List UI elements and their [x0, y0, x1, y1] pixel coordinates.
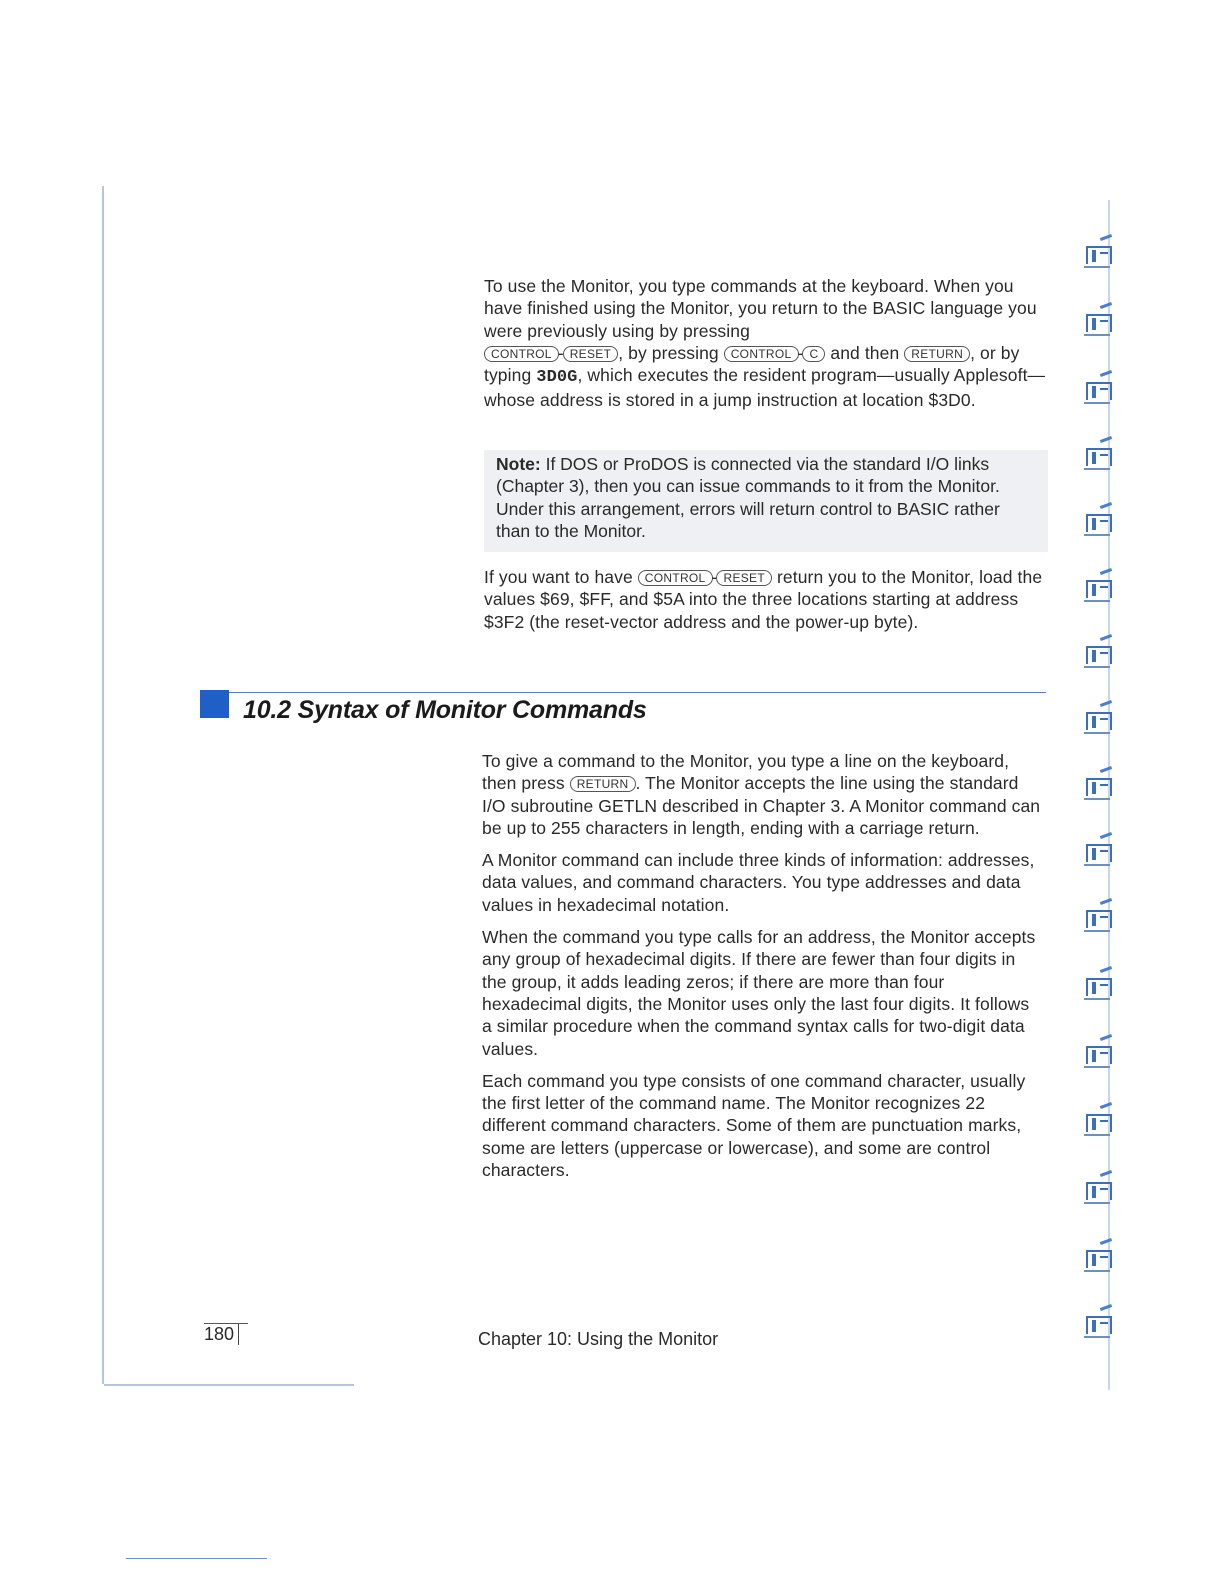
- section-rule: [229, 692, 1046, 693]
- tab-mark-icon: [1082, 432, 1112, 474]
- section-heading: 10.2 Syntax of Monitor Commands: [243, 696, 647, 724]
- tab-mark-icon: [1082, 298, 1112, 340]
- tab-mark-icon: [1082, 366, 1112, 408]
- c-key: C: [802, 346, 825, 362]
- code-3d0g: 3D0G: [536, 368, 578, 388]
- reset-text-a: If you want to have: [484, 567, 633, 587]
- control-key: CONTROL: [638, 570, 713, 586]
- reset-text-b: return you to the Monitor, load the values $69, $FF, and $5A into the three locations starting at address $3F2 (the reset-vector address and the power-up byte).: [484, 567, 1043, 632]
- footer-chapter: Chapter 10: Using the Monitor: [478, 1329, 719, 1349]
- intro-text-a: To use the Monitor, you type commands at the keyboard. When you have finished using the Monitor, you return to the BASIC language you were previously using by pressing: [484, 276, 1037, 341]
- tab-mark-icon: [1082, 230, 1112, 272]
- intro-text-c: and then: [830, 342, 900, 363]
- body-paragraph-1: To give a command to the Monitor, you type a line on the keyboard, then press RETURN . The Monitor accepts the line using the standard I/O subroutine GETLN described in Chapter 3. A Monitor command can be up to 255 characters in length, ending with a carriage return.: [482, 751, 1041, 838]
- return-key: RETURN: [904, 346, 970, 362]
- tab-mark-icon: [1082, 1234, 1112, 1276]
- reset-section: [484, 566, 1046, 643]
- intro-paragraph: To use the Monitor, you type commands at the keyboard. When you have finished using the Monitor, you return to the BASIC language you were previously using by pressing CONTROL - RESET , by pressing CONTROL - C and then RETURN , or by typing 3D0G, which executes the resident program—usually Applesoft—whose address is stored in a jump instruction at location $3D0.: [484, 276, 1046, 411]
- tab-mark-icon: [1082, 1098, 1112, 1140]
- body-paragraph-3: When the command you type calls for an address, the Monitor accepts any group of hexadecimal digits. If there are fewer than four digits in the group, it adds leading zeros; if there are more than four hexadecimal digits, the Monitor uses only the last four digits. It follows a similar procedure when the command syntax calls for two-digit data values.: [482, 927, 1036, 1059]
- intro-text-b: , by pressing: [618, 342, 719, 363]
- intro-text-e: or by typing: [484, 342, 1020, 386]
- reset-key: RESET: [563, 346, 619, 362]
- return-key: RETURN: [570, 776, 636, 792]
- tab-mark-icon: [1082, 828, 1112, 870]
- page-edge-left: [102, 186, 104, 1384]
- control-key: CONTROL: [724, 346, 799, 362]
- tab-mark-icon: [1082, 1166, 1112, 1208]
- tab-mark-icon: [1082, 696, 1112, 738]
- control-key: CONTROL: [484, 346, 559, 362]
- section-marker: [200, 690, 229, 718]
- reset-paragraph: If you want to have CONTROL - RESET return you to the Monitor, load the values $69, $FF, and $5A into the three locations starting at address $3F2 (the reset-vector address and the power-up byte).: [484, 567, 1043, 632]
- page-edge-bottom: [104, 1384, 354, 1386]
- tab-mark-icon: [1082, 1030, 1112, 1072]
- note-box: [484, 450, 1048, 552]
- page-edge-bottom-rule: [126, 1558, 267, 1559]
- reset-key: RESET: [716, 570, 772, 586]
- tab-mark-icon: [1082, 630, 1112, 672]
- intro-section: [484, 275, 1046, 422]
- tab-mark-icon: [1082, 962, 1112, 1004]
- intro-text-d: ,: [970, 342, 976, 363]
- tab-mark-icon: [1082, 1300, 1112, 1342]
- page-number: 180: [204, 1324, 239, 1345]
- body-section: [482, 750, 1044, 1191]
- note-text: If DOS or ProDOS is connected via the standard I/O links (Chapter 3), then you can issue commands to it from the Monitor. Under this arrangement, errors will return control to BASIC rather than to the Monitor.: [496, 454, 1000, 541]
- note-label: Note:: [496, 454, 541, 474]
- tab-mark-icon: [1082, 564, 1112, 606]
- tab-mark-icon: [1082, 498, 1112, 540]
- body-paragraph-2: A Monitor command can include three kinds of information: addresses, data values, and command characters. You type addresses and data values in hexadecimal notation.: [482, 850, 1035, 915]
- index-tabs: [1078, 210, 1118, 1390]
- intro-text-f: , which executes the resident program—usually Applesoft—whose address is stored in a jump instruction at location $3D0.: [484, 365, 1046, 411]
- tab-mark-icon: [1082, 762, 1112, 804]
- body-paragraph-4: Each command you type consists of one command character, usually the first letter of the command name. The Monitor recognizes 22 different command characters. Some of them are punctuation marks, some are letters (uppercase or lowercase), and some are control characters.: [482, 1070, 1026, 1181]
- tab-mark-icon: [1082, 894, 1112, 936]
